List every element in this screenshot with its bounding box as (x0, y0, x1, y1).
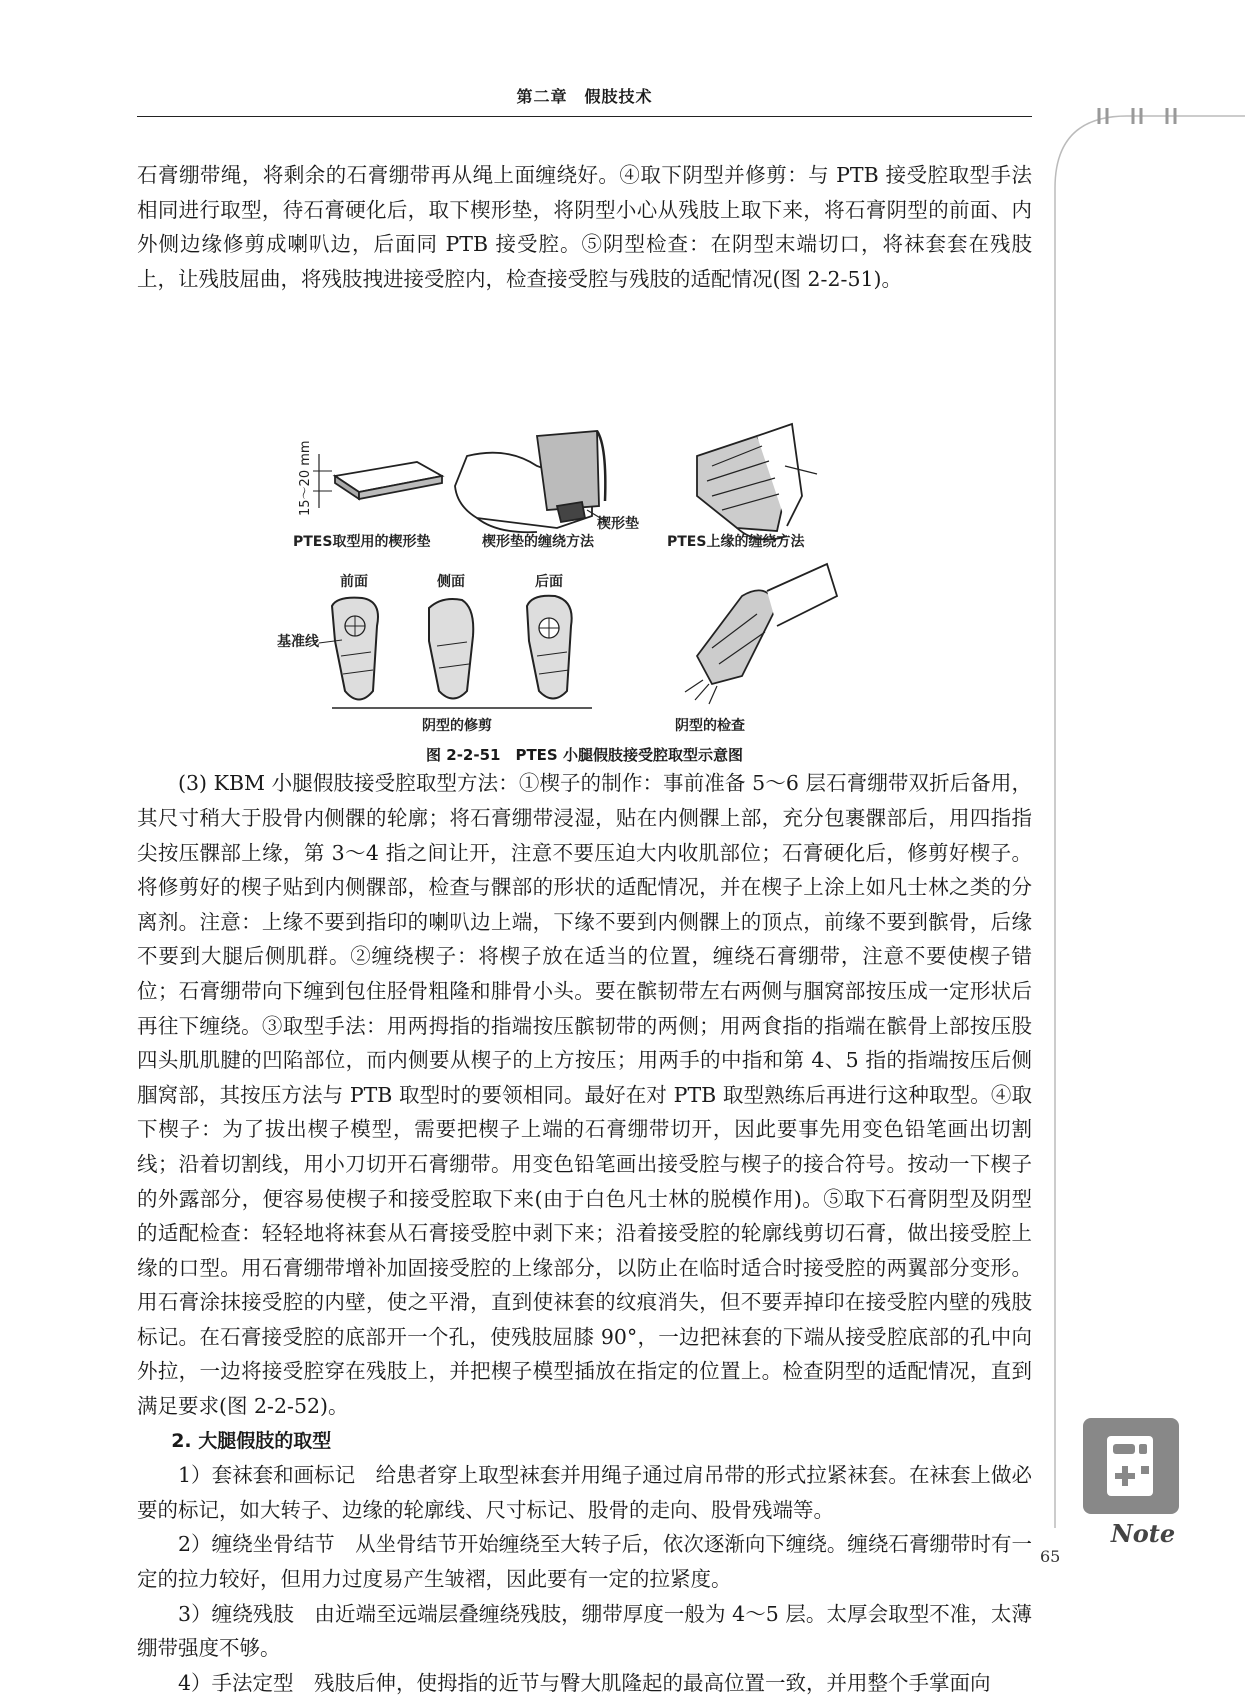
page-number: 65 (1040, 1547, 1061, 1566)
side-label: 侧面 (437, 574, 465, 591)
header-rule (137, 116, 1032, 117)
page-content (137, 158, 1032, 1700)
panel2-label: 楔形垫的缠绕方法 (482, 534, 594, 551)
figure-illustration (137, 296, 1032, 735)
trim-label: 阴型的修剪 (422, 718, 492, 735)
hands-wrapping-drawing (455, 431, 607, 532)
check-label: 阴型的检查 (675, 718, 745, 735)
figure-caption: 图 2-2-51 PTES 小腿假肢接受腔取型示意图 (426, 746, 743, 765)
back-label: 后面 (535, 574, 563, 591)
note-badge (1075, 1418, 1195, 1552)
list-item: 2）缠绕坐骨结节 从坐骨结节开始缠绕至大转子后，依次逐渐向下缠绕。缠绕石膏绷带时有一定的拉力较好，但用力过度易产生皱褶，因此要有一定的拉紧度。 (137, 1532, 1032, 1592)
mold-back (527, 596, 572, 699)
note-icon (1075, 1418, 1195, 1548)
front-label: 前面 (340, 574, 368, 591)
list-item: 4）手法定型 残肢后伸，使拇指的近节与臀大肌隆起的最高位置一致，并用整个手掌面向 (178, 1670, 991, 1695)
paragraph: 石膏绷带绳，将剩余的石膏绷带再从绳上面缠绕好。④取下阴型并修剪：与 PTB 接受腔取型手法相同进行取型，待石膏硬化后，取下楔形垫，将阴型小心从残肢上取下来，将石膏阴型的前面、内外侧边缘修剪成喇叭边，后面同 PTB 接受腔。⑤阴型检查：在阴型末端切口，将袜套套在残肢上，让残肢屈曲，将残肢拽进接受腔内，检查接受腔与残肢的适配情况(图 2-2-51)。 (137, 163, 1032, 291)
list-item: 3）缠绕残肢 由近端至远端层叠缠绕残肢，绷带厚度一般为 4～5 层。太厚会取型不准，太薄绷带强度不够。 (137, 1601, 1032, 1661)
note-label: Note (1110, 1519, 1176, 1548)
baseline-label: 基准线 (277, 634, 319, 651)
figure-2-2-51 (137, 296, 1032, 765)
panel1-label: PTES取型用的楔形垫 (293, 534, 431, 551)
mold-side (429, 599, 473, 699)
panel3-label: PTES上缘的缠绕方法 (667, 534, 805, 551)
mold-front (319, 598, 378, 700)
dimension-label: 15～20 mm (298, 440, 313, 517)
paragraph-kbm: (3) KBM 小腿假肢接受腔取型方法：①楔子的制作：事前准备 5～6 层石膏绷带双折后备用，其尺寸稍大于股骨内侧髁的轮廓；将石膏绷带浸湿，贴在内侧髁上部，充分包裹髁部后，用四指指尖按压髁部上缘，第 3～4 指之间让开，注意不要压迫大内收肌部位；石膏硬化后，修剪好楔子。将修剪好的楔子贴到内侧髁部，检查与髁部的形状的适配情况，并在楔子上涂上如凡士林之类的分离剂。注意：上缘不要到指印的喇叭边上端，下缘不要到内侧髁上的顶点，前缘不要到髌骨，后缘不要到大腿后侧肌群。②缠绕楔子：将楔子放在适当的位置，缠绕石膏绷带，注意不要使楔子错位；石膏绷带向下缠到包住胫骨粗隆和腓骨小头。要在髌韧带左右两侧与腘窝部按压成一定形状后再往下缠绕。③取型手法：用两拇指的指端按压髌韧带的两侧；用两食指的指端在髌骨上部按压股四头肌肌腱的凹陷部位，而内侧要从楔子的上方按压；用两手的中指和第 4、5 指的指端按压后侧腘窝部，其按压方法与 PTB 取型时的要领相同。最好在对 PTB 取型熟练后再进行这种取型。④取下楔子：为了拔出楔子模型，需要把楔子上端的石膏绷带切开，因此要事先用变色铅笔画出切割线；沿着切割线，用小刀切开石膏绷带。用变色铅笔画出接受腔与楔子的接合符号。按动一下楔子的外露部分，便容易使楔子和接受腔取下来(由于白色凡士林的脱模作用)。⑤取下石膏阴型及阴型的适配检查：轻轻地将袜套从石膏接受腔中剥下来；沿着接受腔的轮廓线剪切石膏，做出接受腔上缘的口型。用石膏绷带增补加固接受腔的上缘部分，以防止在临时适合时接受腔的两翼部分变形。用石膏涂抹接受腔的内壁，使之平滑，直到使袜套的纹痕消失，但不要弄掉印在接受腔内壁的残肢标记。在石膏接受腔的底部开一个孔，使残肢屈膝 90°，一边把袜套的下端从接受腔底部的孔中向外拉，一边将接受腔穿在残肢上，并把楔子模型插放在指定的位置上。检查阴型的适配情况，直到满足要求(图 2-2-52)。 (137, 771, 1032, 1419)
margin-decoration (1055, 108, 1245, 1528)
mold-check-drawing (685, 564, 837, 704)
wedge-pad-drawing (313, 454, 442, 508)
upper-edge-wrapping-drawing (697, 424, 817, 540)
wedge-label: 楔形垫 (597, 516, 639, 533)
chapter-header: 第二章 假肢技术 (516, 87, 653, 106)
section-heading: 2. 大腿假肢的取型 (171, 1429, 332, 1452)
list-item: 1）套袜套和画标记 给患者穿上取型袜套并用绳子通过肩吊带的形式拉紧袜套。在袜套上做必要的标记，如大转子、边缘的轮廓线、尺寸标记、股骨的走向、股骨残端等。 (137, 1463, 1032, 1522)
